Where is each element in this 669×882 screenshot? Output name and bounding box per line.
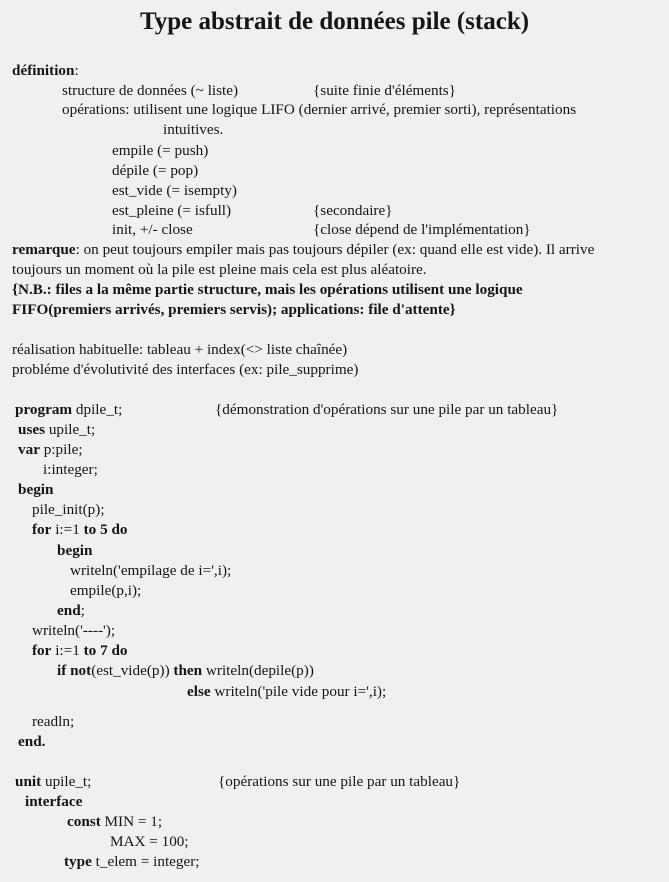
definition-structure: structure de données (~ liste): [62, 82, 239, 99]
operation-depile: dépile (= pop): [112, 162, 199, 179]
definition-operations-line-1: opérations: utilisent une logique LIFO (dernier arrivé, premier sorti), représentations: [62, 101, 577, 118]
code-const-min: [67, 813, 162, 831]
keyword-not: not: [70, 662, 92, 679]
nb-line-2: FIFO(premiers arrivés, premiers servis); applications: file d'attente}: [12, 301, 456, 318]
then-rest: writeln(depile(p)): [202, 662, 314, 679]
keyword-unit: unit: [15, 773, 42, 790]
code-var-i-line: i:integer;: [43, 461, 98, 478]
keyword-for-2: for: [32, 642, 52, 659]
definition-heading: [12, 62, 79, 80]
code-type-line: [64, 853, 200, 871]
code-inner-end: [57, 602, 85, 620]
realisation-line-2: probléme d'évolutivité des interfaces (ex: pile_supprime): [12, 361, 359, 378]
unit-name: upile_t;: [41, 773, 92, 790]
code-else-line: [187, 683, 386, 701]
operation-est-pleine-comment: {secondaire}: [313, 202, 393, 219]
for-1-end: 5: [96, 521, 112, 538]
code-final-end: end.: [18, 733, 46, 750]
nb-line-1: {N.B.: files a la même partie structure, mais les opérations utilisent une logique: [12, 281, 523, 298]
program-comment: {démonstration d'opérations sur une pile par un tableau}: [215, 401, 559, 418]
const-min: MIN = 1;: [100, 813, 163, 830]
keyword-then: then: [173, 662, 203, 679]
code-interface: interface: [25, 793, 83, 810]
program-name: dpile_t;: [72, 401, 123, 418]
keyword-do-1: do: [111, 521, 128, 538]
code-pile-init: pile_init(p);: [32, 501, 105, 518]
code-readln: readln;: [32, 713, 75, 730]
keyword-if: if: [57, 662, 67, 679]
definition-label: définition: [12, 62, 75, 79]
code-program-line: [15, 401, 122, 419]
definition-structure-comment: {suite finie d'éléments}: [313, 82, 456, 99]
code-for-2: [32, 642, 128, 660]
operation-init: init, +/- close: [112, 221, 193, 238]
code-uses-line: [18, 421, 95, 439]
keyword-do-2: do: [111, 642, 128, 659]
realisation-line-1: réalisation habituelle: tableau + index(<> liste chaînée): [12, 341, 348, 358]
for-2-mid: i:=1: [51, 642, 84, 659]
code-var-line: [18, 441, 83, 459]
keyword-uses: uses: [18, 421, 46, 438]
keyword-to-2: to: [83, 642, 97, 659]
code-empile-call: empile(p,i);: [70, 582, 142, 599]
operation-init-comment: {close dépend de l'implémentation}: [313, 221, 531, 238]
code-const-max: MAX = 100;: [110, 833, 189, 850]
remarque-text-1: : on peut toujours empiler mais pas toujours dépiler (ex: quand elle est vide). Il arrive: [75, 241, 595, 258]
unit-comment: {opérations sur une pile par un tableau}: [218, 773, 461, 790]
for-1-mid: i:=1: [51, 521, 84, 538]
remarque-label: remarque: [12, 241, 76, 258]
keyword-const: const: [67, 813, 101, 830]
code-writeln-separator: writeln('----');: [32, 622, 116, 639]
else-rest: writeln('pile vide pour i=',i);: [210, 683, 387, 700]
definition-operations-line-2: intuitives.: [163, 121, 224, 138]
code-writeln-empilage: writeln('empilage de i=',i);: [70, 562, 232, 579]
keyword-else: else: [187, 683, 211, 700]
operation-est-pleine: est_pleine (= isfull): [112, 202, 232, 219]
keyword-for-1: for: [32, 521, 52, 538]
keyword-type: type: [64, 853, 92, 870]
code-if-line: [57, 662, 314, 680]
remarque-line-2: toujours un moment où la pile est pleine mais cela est plus aléatoire.: [12, 261, 427, 278]
keyword-end: end: [57, 602, 81, 619]
for-2-end: 7: [96, 642, 112, 659]
if-condition: (est_vide(p)): [91, 662, 174, 679]
operation-empile: empile (= push): [112, 142, 209, 159]
keyword-var: var: [18, 441, 40, 458]
code-begin: begin: [18, 481, 54, 498]
definition-colon: :: [74, 62, 79, 79]
var-rest: p:pile;: [39, 441, 83, 458]
operation-est-vide: est_vide (= isempty): [112, 182, 237, 199]
code-for-1: [32, 521, 128, 539]
type-rest: t_elem = integer;: [91, 853, 200, 870]
remarque-line-1: [12, 241, 594, 259]
code-inner-begin: begin: [57, 542, 93, 559]
uses-rest: upile_t;: [45, 421, 96, 438]
end-semicolon: ;: [80, 602, 85, 619]
page-title: Type abstrait de données pile (stack): [139, 8, 530, 35]
keyword-program: program: [15, 401, 73, 418]
keyword-to-1: to: [83, 521, 97, 538]
code-unit-line: [15, 773, 91, 791]
